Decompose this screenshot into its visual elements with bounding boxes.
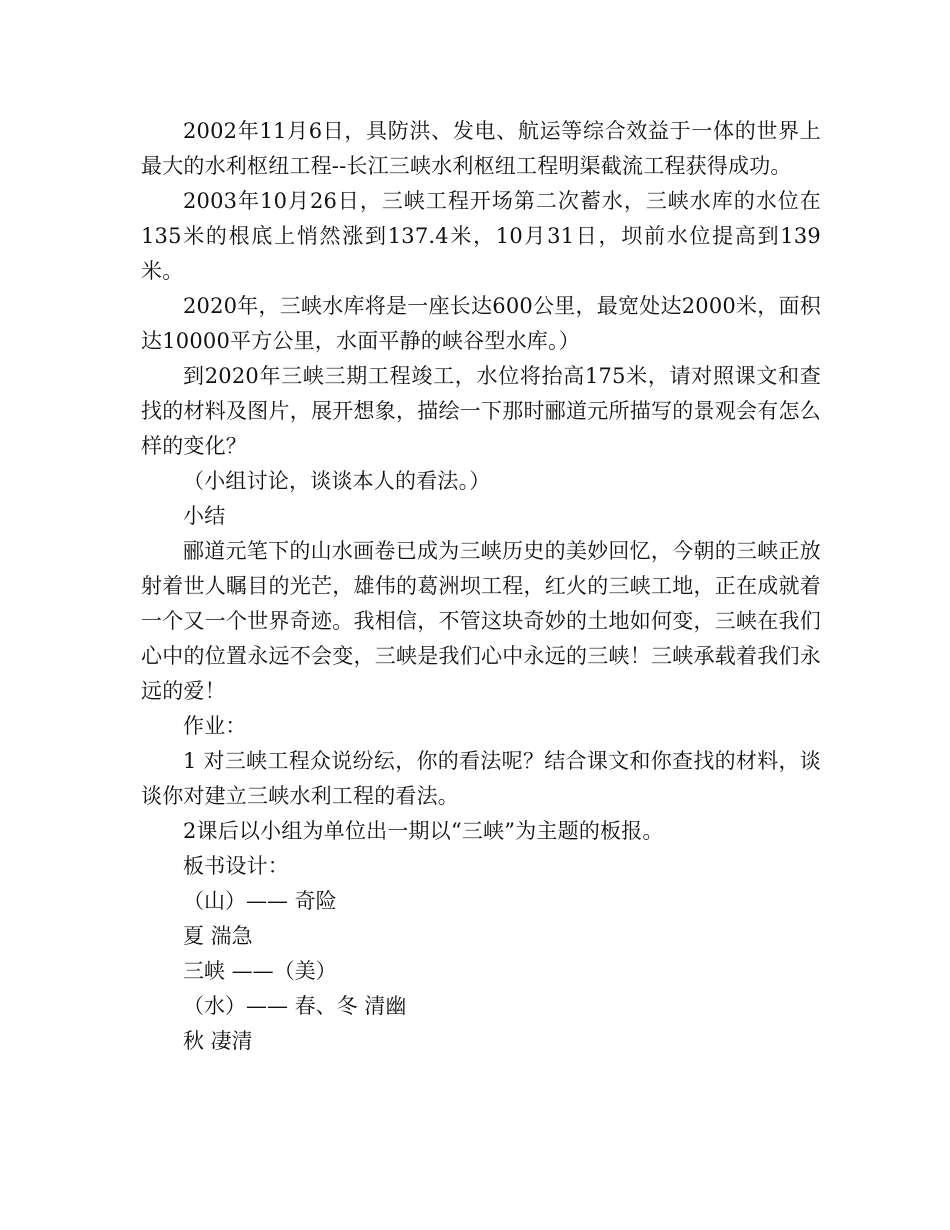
board-line-three-gorges: 三峡 ——（美）: [183, 959, 337, 983]
paragraph-summary: 郦道元笔下的山水画卷已成为三峡历史的美妙回忆，今朝的三峡正放射着世人瞩目的光芒，雄伟的葛洲坝工程，红火的三峡工地，正在成就着一个又一个世界奇迹。我相信，不管这块奇妙的土地如何变，三峡在我们心中的位置永远不会变，三峡是我们心中永远的三峡！三峡承载着我们永远的爱！: [141, 539, 821, 703]
board-line-autumn: 秋 凄清: [183, 1029, 253, 1053]
homework-item-2: 2课后以小组为单位出一期以“三峡”为主题的板报。: [183, 819, 664, 843]
paragraph-second-impoundment: 2003年10月26日，三峡工程开场第二次蓄水，三峡水库的水位在135米的根底上悄然涨到137.4米，10月31日，坝前水位提高到139米。: [141, 189, 821, 283]
board-line-water: （水）—— 春、冬 清幽: [183, 994, 407, 1018]
paragraph-reservoir-2020: 2020年，三峡水库将是一座长达600公里，最宽处达2000米，面积达10000平方公里，水面平静的峡谷型水库。）: [141, 294, 821, 353]
homework-item-1: 1 对三峡工程众说纷纭，你的看法呢？结合课文和你查找的材料，谈谈你对建立三峡水利工程的看法。: [141, 749, 821, 808]
heading-board-design: 板书设计：: [183, 854, 289, 878]
board-line-mountain: （山）—— 奇险: [183, 889, 337, 913]
heading-homework: 作业：: [183, 714, 247, 738]
paragraph-imagination-task: 到2020年三峡三期工程竣工，水位将抬高175米，请对照课文和查找的材料及图片，展开想象，描绘一下那时郦道元所描写的景观会有怎么样的变化？: [141, 364, 821, 458]
paragraph-group-discussion: （小组讨论，谈谈本人的看法。）: [183, 469, 491, 493]
heading-summary: 小结: [183, 504, 226, 528]
document-body: [141, 114, 821, 1059]
board-line-summer: 夏 湍急: [183, 924, 253, 948]
paragraph-dam-closure: 2002年11月6日，具防洪、发电、航运等综合效益于一体的世界上最大的水利枢纽工程--长江三峡水利枢纽工程明渠截流工程获得成功。: [141, 119, 821, 178]
board-design: [141, 884, 821, 1059]
